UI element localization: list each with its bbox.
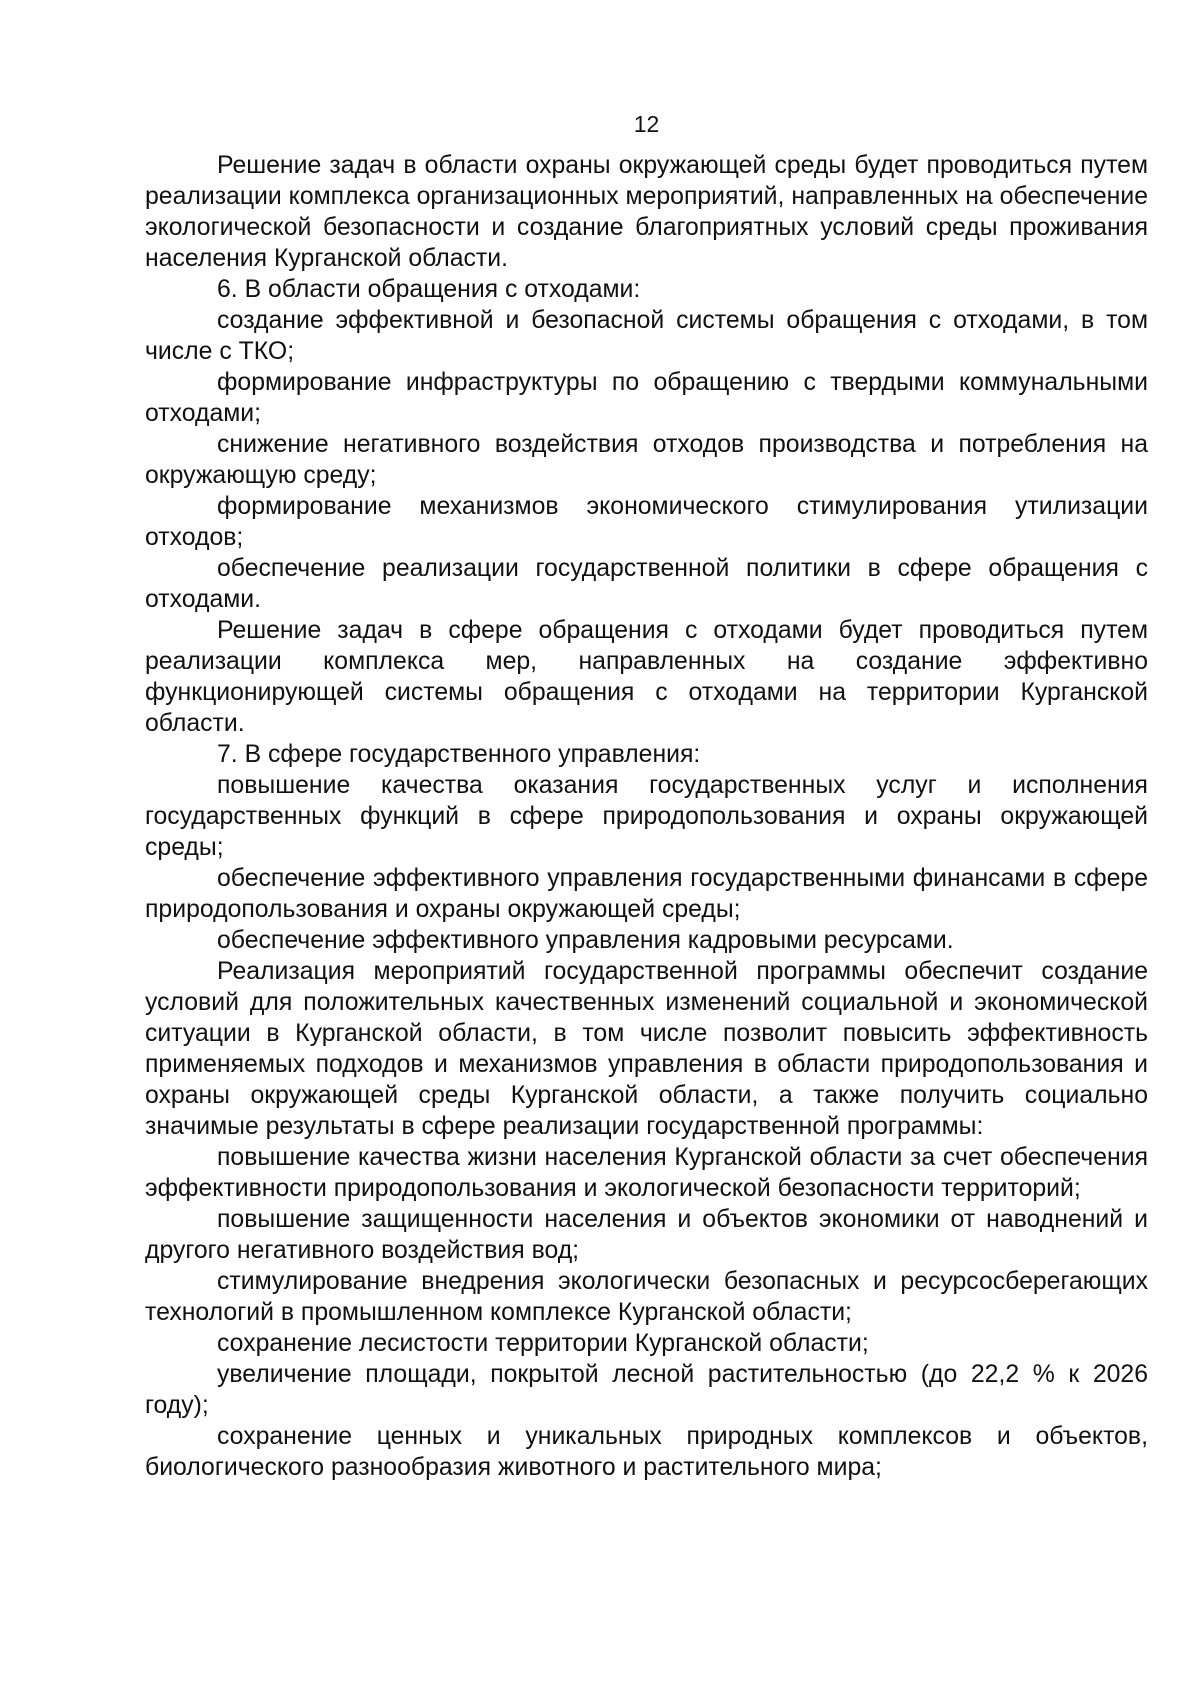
- list-item: создание эффективной и безопасной системы обращения с отходами, в том числе с ТКО;: [145, 307, 1148, 365]
- list-item: стимулирование внедрения экологически безопасных и ресурсосберегающих технологий в промышленном комплексе Курганской области;: [145, 1268, 1148, 1326]
- document-page: [145, 110, 1148, 1483]
- page-number: 12: [633, 111, 660, 137]
- list-item: формирование механизмов экономического стимулирования утилизации отходов;: [145, 493, 1148, 551]
- list-item: снижение негативного воздействия отходов производства и потребления на окружающую среду;: [145, 431, 1148, 489]
- list-item: обеспечение реализации государственной политики в сфере обращения с отходами.: [145, 555, 1148, 613]
- heading-waste-section: 6. В области обращения с отходами:: [217, 276, 641, 303]
- list-item: обеспечение эффективного управления кадровыми ресурсами.: [217, 927, 954, 954]
- list-item: повышение качества жизни населения Курганской области за счет обеспечения эффективности природопользования и экологической безопасности территорий;: [145, 1144, 1148, 1202]
- list-item: формирование инфраструктуры по обращению с твердыми коммунальными отходами;: [145, 369, 1148, 427]
- paragraph-tasks-environment: Решение задач в области охраны окружающей среды будет проводиться путем реализации комплекса организационных мероприятий, направленных на обеспечение экологической безопасности и создание благоприятных условий среды проживания населения Курганской области.: [145, 152, 1148, 272]
- list-item: сохранение лесистости территории Курганской области;: [217, 1330, 869, 1357]
- list-item: обеспечение эффективного управления государственными финансами в сфере природопользования и охраны окружающей среды;: [145, 865, 1148, 923]
- heading-governance-section: 7. В сфере государственного управления:: [217, 741, 701, 768]
- list-item: сохранение ценных и уникальных природных комплексов и объектов, биологического разнообразия животного и растительного мира;: [145, 1423, 1148, 1481]
- list-item: повышение качества оказания государственных услуг и исполнения государственных функций в сфере природопользования и охраны окружающей среды;: [145, 772, 1148, 861]
- paragraph-program-results: Реализация мероприятий государственной программы обеспечит создание условий для положительных качественных изменений социальной и экономической ситуации в Курганской области, в том числе позволит повысить эффективность применяемых подходов и механизмов управления в области природопользования и охраны окружающей среды Курганской области, а также получить социально значимые результаты в сфере реализации государственной программы:: [145, 958, 1148, 1140]
- list-item: увеличение площади, покрытой лесной растительностью (до 22,2 % к 2026 году);: [145, 1361, 1148, 1419]
- paragraph-tasks-waste: Решение задач в сфере обращения с отходами будет проводиться путем реализации комплекса мер, направленных на создание эффективно функционирующей системы обращения с отходами на территории Курганской области.: [145, 617, 1148, 737]
- list-item: повышение защищенности населения и объектов экономики от наводнений и другого негативного воздействия вод;: [145, 1206, 1148, 1264]
